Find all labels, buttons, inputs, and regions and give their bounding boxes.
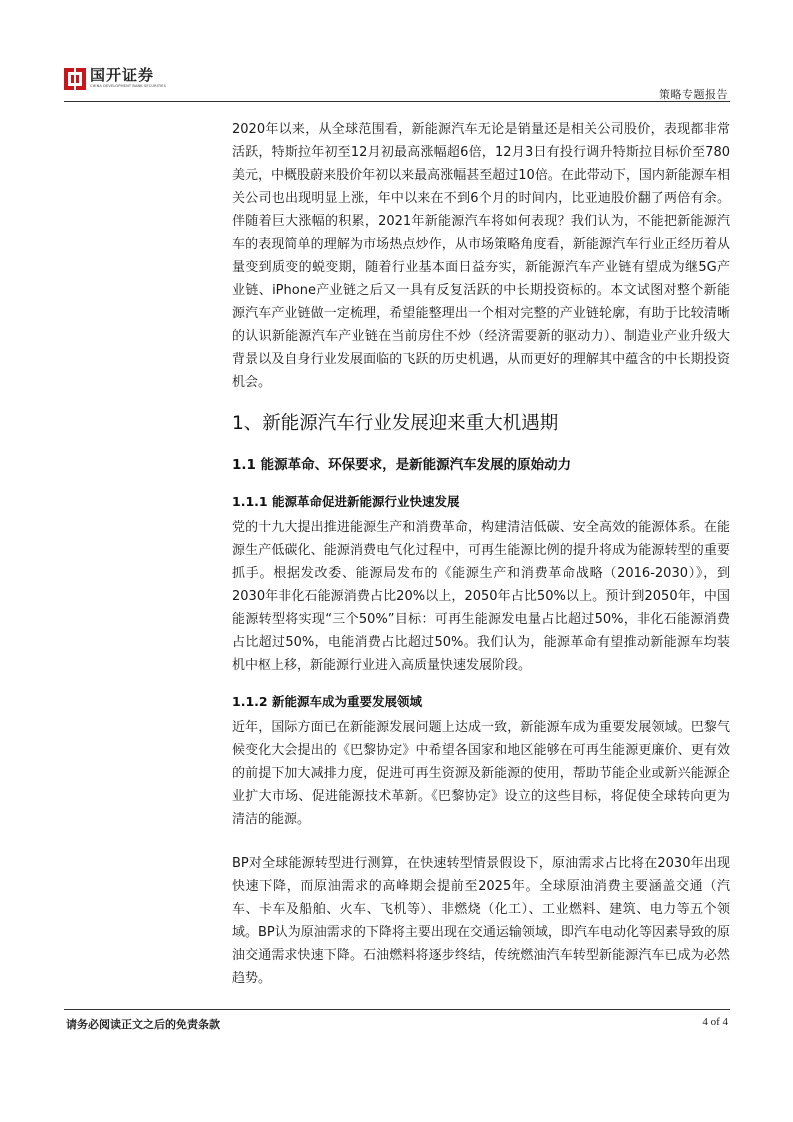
disclaimer-notice: 请务必阅读正文之后的免责条款 bbox=[66, 1018, 220, 1031]
section-1-1-2-heading: 1.1.2 新能源车成为重要发展领域 bbox=[232, 694, 422, 709]
report-type-label: 策略专题报告 bbox=[659, 88, 728, 101]
section-1-1-1-heading: 1.1.1 能源革命促进新能源行业快速发展 bbox=[232, 494, 460, 509]
company-logo bbox=[64, 66, 166, 90]
logo-mark-icon bbox=[64, 68, 86, 90]
header-divider bbox=[64, 101, 730, 102]
logo-chinese-name: 国开证券 bbox=[90, 66, 155, 84]
section-1-1-heading: 1.1 能源革命、环保要求，是新能源汽车发展的原始动力 bbox=[232, 457, 572, 473]
logo-english-name: CHINA DEVELOPMENT BANK SECURITIES bbox=[90, 84, 167, 88]
section-1-1-2-paragraph-1: 近年，国际方面已在新能源发展问题上达成一致，新能源车成为重要发展领域。巴黎气候变化大会提出的《巴黎协定》中希望各国家和地区能够在可再生能源更廉价、更有效的前提下加大减排力度，促进可再生资源及新能源的使用，帮助节能企业或新兴能源企业扩大市场、促进能源技术革新。《巴黎协定》设立的这些目标，将促使全球转向更为清洁的能源。 bbox=[232, 720, 730, 827]
page-number: 4 of 4 bbox=[702, 1016, 728, 1028]
section-1-heading: 1、新能源汽车行业发展迎来重大机遇期 bbox=[232, 413, 559, 434]
footer-divider bbox=[64, 1009, 730, 1010]
section-1-1-1-paragraph: 党的十九大提出推进能源生产和消费革命，构建清洁低碳、安全高效的能源体系。在能源生产低碳化、能源消费电气化过程中，可再生能源比例的提升将成为能源转型的重要抓手。根据发改委、能源局发布的《能源生产和消费革命战略（2016-2030）》，到2030年非化石能源消费占比20%以上，2050年占比50%以上。预计到2050年，中国能源转型将实现“三个50%”目标：可再生能源发电量占比超过50%，非化石能源消费占比超过50%，电能消费占比超过50%。我们认为，能源革命有望推动新能源车均装机中枢上移，新能源行业进入高质量快速发展阶段。 bbox=[232, 520, 730, 673]
page-header bbox=[64, 66, 730, 104]
section-1-1-2-paragraph-2: BP对全球能源转型进行测算，在快速转型情景假设下，原油需求占比将在2030年出现快速下降，而原油需求的高峰期会提前至2025年。全球原油消费主要涵盖交通（汽车、卡车及船舶、火车、飞机等）、非燃烧（化工）、工业燃料、建筑、电力等五个领域。BP认为原油需求的下降将主要出现在交通运输领域，即汽车电动化等因素导致的原油交通需求快速下降。石油燃料将逐步终结，传统燃油汽车转型新能源汽车已成为必然趋势。 bbox=[232, 856, 730, 986]
intro-paragraph: 2020年以来，从全球范围看，新能源汽车无论是销量还是相关公司股价，表现都非常活跃，特斯拉年初至12月初最高涨幅超6倍，12月3日有投行调升特斯拉目标价至780美元，中概股蔚来股价年初以来最高涨幅甚至超过10倍。在此带动下，国内新能源车相关公司也出现明显上涨，年中以来在不到6个月的时间内，比亚迪股价翻了两倍有余。伴随着巨大涨幅的积累，2021年新能源汽车将如何表现？我们认为，不能把新能源汽车的表现简单的理解为市场热点炒作，从市场策略角度看，新能源汽车行业正经历着从量变到质变的蜕变期，随着行业基本面日益夯实，新能源汽车产业链有望成为继5G产业链、iPhone产业链之后又一具有反复活跃的中长期投资标的。本文试图对整个新能源汽车产业链做一定梳理，希望能整理出一个相对完整的产业链轮廓，有助于比较清晰的认识新能源汽车产业链在当前房住不炒（经济需要新的驱动力）、制造业产业升级大背景以及自身行业发展面临的飞跃的历史机遇，从而更好的理解其中蕴含的中长期投资机会。 bbox=[232, 122, 730, 390]
